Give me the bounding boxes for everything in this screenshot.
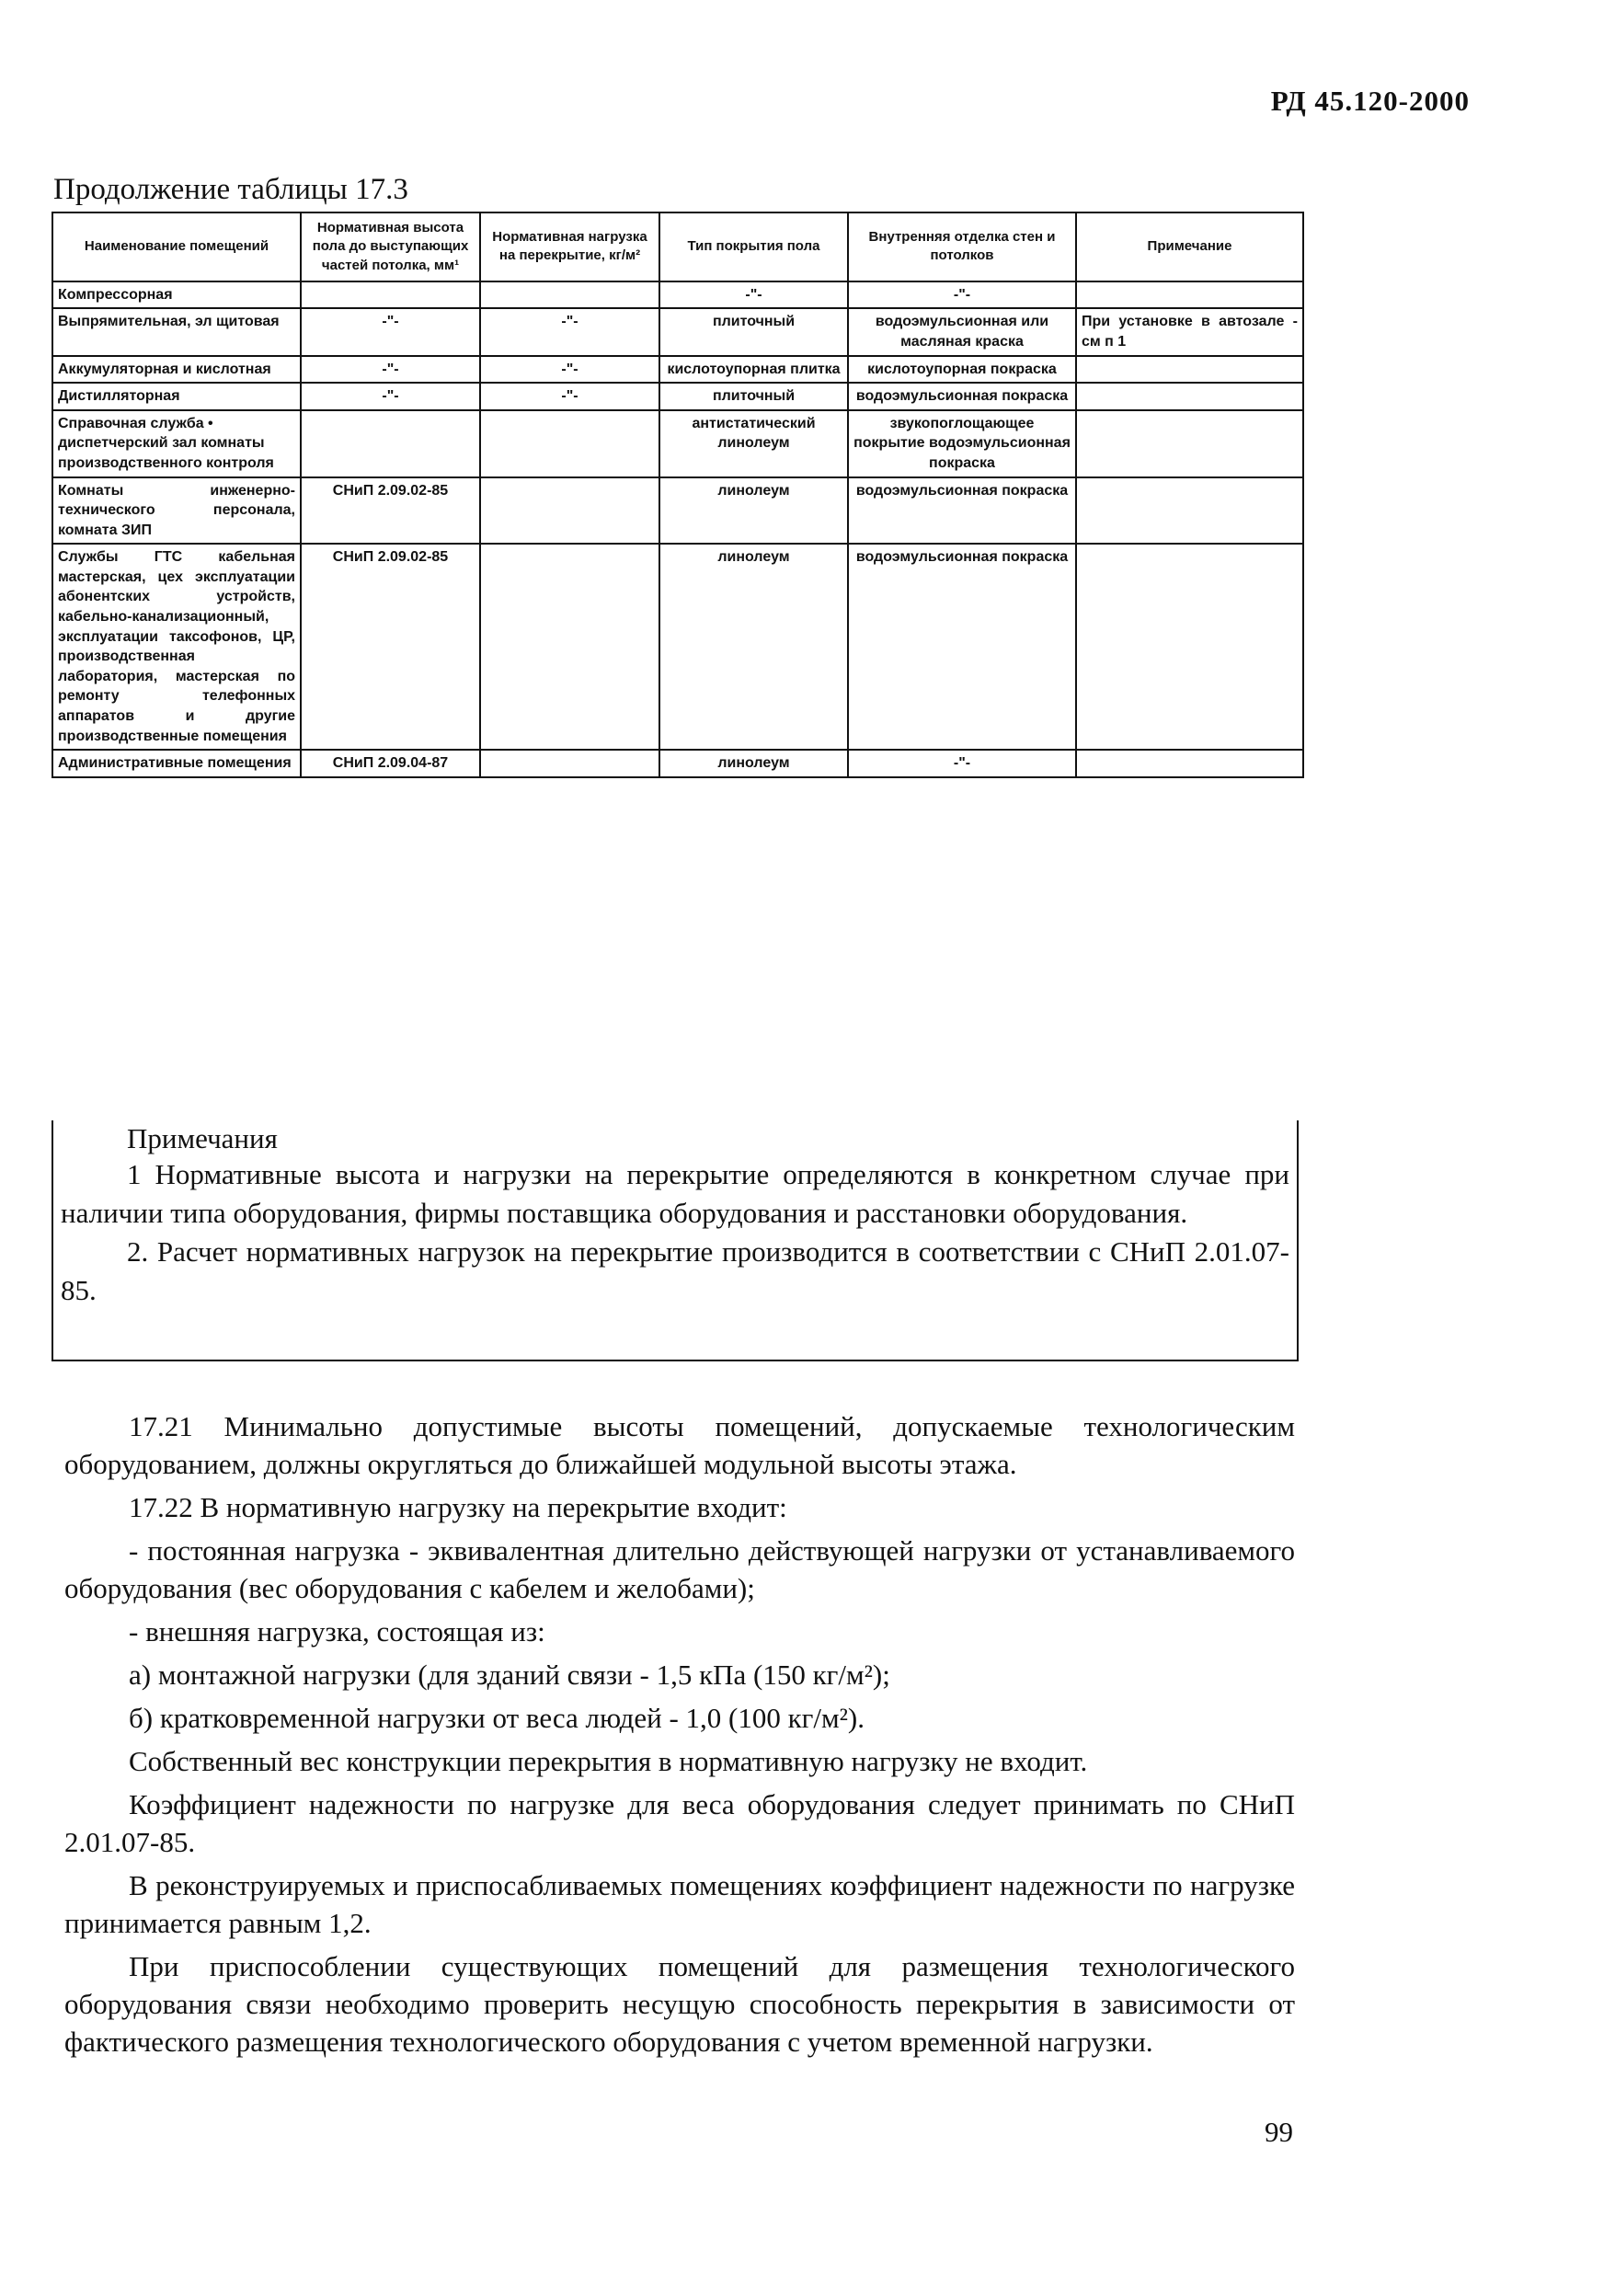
table-row [52, 750, 1303, 777]
column-header: Тип покрытия пола [659, 212, 848, 281]
note-item: 2. Расчет нормативных нагрузок на перекрытие производится в соответствии с СНиП 2.01.07-85. [61, 1235, 1289, 1306]
table-cell: кислотоупорная покраска [848, 356, 1076, 384]
column-header: Нормативная высота пола до выступающих частей потолка, мм¹ [301, 212, 480, 281]
table-cell: -"- [480, 308, 659, 355]
paragraph: 17.22 В нормативную нагрузку на перекрытие входит: [129, 1491, 787, 1523]
table-cell [301, 281, 480, 309]
paragraph: Собственный вес конструкции перекрытия в нормативную нагрузку не входит. [129, 1745, 1088, 1777]
table-cell: При установке в автозале - см п 1 [1076, 308, 1303, 355]
table-cell: Аккумуляторная и кислотная [52, 356, 301, 384]
table-cell [1076, 750, 1303, 777]
table-cell [480, 544, 659, 750]
table-cell: -"- [301, 356, 480, 384]
table-row [52, 281, 1303, 309]
table-cell: СНиП 2.09.02-85 [301, 477, 480, 545]
table-cell: антистатический линолеум [659, 410, 848, 477]
rooms-table [52, 212, 1304, 778]
table-cell: водоэмульсионная покраска [848, 383, 1076, 410]
table-cell: водоэмульсионная покраска [848, 544, 1076, 750]
table-row [52, 356, 1303, 384]
table-cell: Компрессорная [52, 281, 301, 309]
table-cell: Дистилляторная [52, 383, 301, 410]
table-cell [1076, 410, 1303, 477]
paragraph: а) монтажной нагрузки (для зданий связи - 1,5 кПа (150 кг/м²); [129, 1659, 890, 1691]
table-cell: плиточный [659, 383, 848, 410]
table-cell: -"- [301, 383, 480, 410]
table-cell: -"- [659, 281, 848, 309]
table-cell [1076, 383, 1303, 410]
table-row [52, 544, 1303, 750]
column-header: Нормативная нагрузка на перекрытие, кг/м² [480, 212, 659, 281]
table-cell: плиточный [659, 308, 848, 355]
list-item: - постоянная нагрузка - эквивалентная длительно действующей нагрузки от устанавливаемого оборудования (вес оборудования с кабелем и желобами); [64, 1534, 1295, 1604]
table-cell: СНиП 2.09.04-87 [301, 750, 480, 777]
table-cell: водоэмульсионная покраска [848, 477, 1076, 545]
table-cell: СНиП 2.09.02-85 [301, 544, 480, 750]
table-cell [480, 750, 659, 777]
table-cell: -"- [480, 383, 659, 410]
table-cell [480, 410, 659, 477]
list-item: - внешняя нагрузка, состоящая из: [129, 1615, 545, 1647]
table-container [52, 212, 1302, 778]
table-cell: Выпрямительная, эл щитовая [52, 308, 301, 355]
column-header: Наименование помещений [52, 212, 301, 281]
table-cell: линолеум [659, 544, 848, 750]
table-cell: Службы ГТС кабельная мастерская, цех эксплуатации абонентских устройств, кабельно-канализационный, эксплуатации таксофонов, ЦР, производственная лаборатория, мастерская по ремонту телефонных аппаратов и другие производственные помещения [52, 544, 301, 750]
table-cell: -"- [848, 281, 1076, 309]
table-cell [1076, 477, 1303, 545]
column-header: Внутренняя отделка стен и потолков [848, 212, 1076, 281]
note-item: 1 Нормативные высота и нагрузки на перекрытие определяются в конкретном случае при наличии типа оборудования, фирмы поставщика оборудования и расстановки оборудования. [61, 1158, 1289, 1229]
table-caption: Продолжение таблицы 17.3 [53, 173, 408, 206]
paragraph: При приспособлении существующих помещений для размещения технологического оборудования связи необходимо проверить несущую способность перекрытия в зависимости от фактического размещения технологического оборудования с учетом временной нагрузки. [64, 1950, 1295, 2058]
table-row [52, 410, 1303, 477]
table-cell: Комнаты инженерно-технического персонала, комната ЗИП [52, 477, 301, 545]
body-text [64, 1407, 1295, 2066]
table-cell: Административные помещения [52, 750, 301, 777]
table-row [52, 477, 1303, 545]
paragraph: б) кратковременной нагрузки от веса людей - 1,0 (100 кг/м²). [129, 1702, 865, 1734]
table-cell: кислотоупорная плитка [659, 356, 848, 384]
table-cell: -"- [301, 308, 480, 355]
table-header-row [52, 212, 1303, 281]
table-cell [1076, 544, 1303, 750]
table-cell [301, 410, 480, 477]
table-cell: линолеум [659, 477, 848, 545]
table-row [52, 383, 1303, 410]
page-number: 99 [1265, 2116, 1293, 2148]
document-code: РД 45.120-2000 [1270, 85, 1470, 117]
paragraph: В реконструируемых и приспосабливаемых помещениях коэффициент надежности по нагрузке принимается равным 1,2. [64, 1869, 1295, 1939]
table-cell: -"- [848, 750, 1076, 777]
column-header: Примечание [1076, 212, 1303, 281]
table-cell: линолеум [659, 750, 848, 777]
notes-title: Примечания [127, 1122, 278, 1154]
table-cell [1076, 356, 1303, 384]
table-cell [1076, 281, 1303, 309]
paragraph: 17.21 Минимально допустимые высоты помещений, допускаемые технологическим оборудованием, должны округляться до ближайшей модульной высоты этажа. [64, 1410, 1295, 1480]
table-cell: -"- [480, 356, 659, 384]
table-cell: Справочная служба • диспетчерский зал комнаты производственного контроля [52, 410, 301, 477]
table-cell: звукопоглощающее покрытие водоэмульсионная покраска [848, 410, 1076, 477]
paragraph: Коэффициент надежности по нагрузке для веса оборудования следует принимать по СНиП 2.01.07-85. [64, 1788, 1295, 1858]
notes-box [52, 1120, 1299, 1361]
table-cell [480, 281, 659, 309]
table-cell: водоэмульсионная или масляная краска [848, 308, 1076, 355]
table-row [52, 308, 1303, 355]
table-cell [480, 477, 659, 545]
